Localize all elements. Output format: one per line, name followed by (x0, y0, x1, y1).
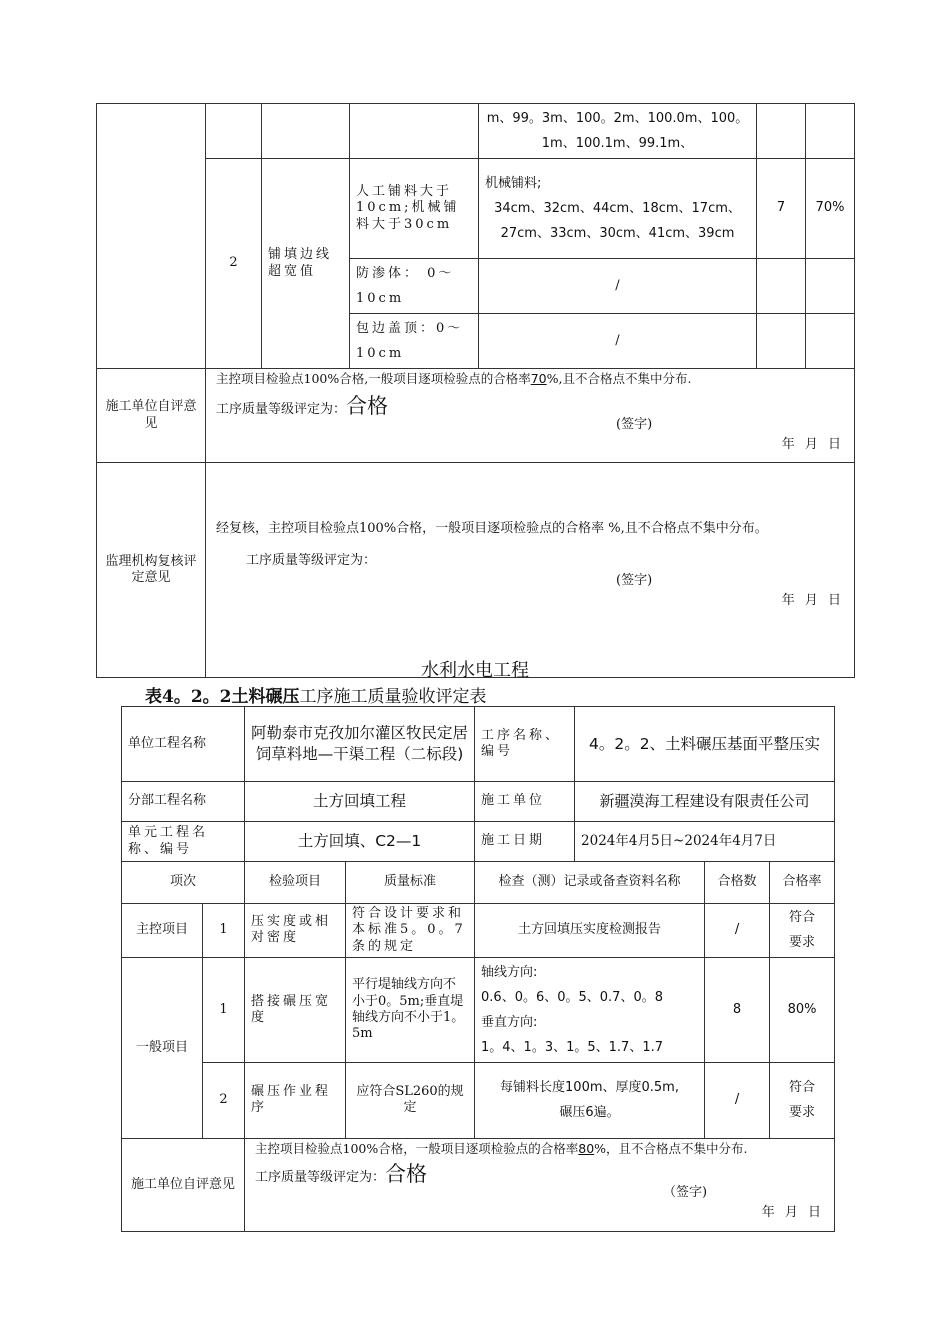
supervisor-eval-label: 监理机构复核评定意见 (97, 463, 206, 678)
self-eval-label: 施工单位自评意见 (122, 1138, 245, 1231)
quality-standard: 平行堤轴线方向不小于0。5m;垂直堤轴线方向不小于1。5m (346, 957, 475, 1062)
blank-cell (757, 314, 806, 369)
document-category: 水利水电工程 (421, 660, 529, 681)
process-label: 工序名称、编号 (475, 707, 575, 782)
pass-count: / (705, 904, 770, 958)
grade-value: 合格 (346, 394, 389, 418)
blank-cell (350, 104, 479, 159)
division-label: 分部工程名称 (122, 782, 245, 822)
blank-cell (806, 259, 855, 314)
inspection-records (479, 159, 757, 259)
pass-rate: 符合要求 (770, 1062, 835, 1138)
grade-value: 合格 (385, 1161, 428, 1186)
compaction-evaluation-table (121, 706, 835, 1232)
self-eval-content (206, 369, 855, 463)
continued-inspection-table (96, 103, 855, 678)
self-eval-line1: 主控项目检验点100%合格，一般项目逐项检验点的合格率80%，且不合格点不集中分布. (255, 1140, 748, 1156)
item-number: 1 (203, 904, 245, 958)
process-value: 4。2。2、土料碾压基面平整压实 (575, 707, 835, 782)
item-name: 碾压作业程序 (245, 1062, 346, 1138)
quality-standard: 应符合SL260的规定 (346, 1062, 475, 1138)
col-header-rate: 合格率 (770, 862, 835, 904)
blank-cell (206, 104, 262, 159)
inspection-records: 土方回填压实度检测报告 (475, 904, 705, 958)
supervisor-eval-line2: 工序质量等级评定为： (246, 553, 377, 568)
col-header-inspection: 检验项目 (245, 862, 346, 904)
inspection-records (475, 1062, 705, 1138)
constructor-label: 施工单位 (475, 782, 575, 822)
pass-rate: 70% (806, 159, 855, 259)
form-title-rest: 工序施工质量验收评定表 (299, 687, 487, 707)
date-field-value: 2024年4月5日~2024年4月7日 (575, 822, 835, 862)
quality-standard: 符合设计要求和本标准5。0。7条的规定 (346, 904, 475, 958)
general-item-category: 一般项目 (122, 957, 203, 1138)
records-line: 轴线方向: (481, 964, 538, 980)
division-value: 土方回填工程 (245, 782, 475, 822)
signature-label: (签字) (616, 573, 653, 588)
col-header-item: 项次 (122, 862, 245, 904)
element-label: 单元工程名称、编号 (122, 822, 245, 862)
pass-count: 8 (705, 957, 770, 1062)
self-eval-line2: 工序质量等级评定为：合格 (255, 1161, 428, 1186)
records-line: 34cm、32cm、44cm、18cm、17cm、 (494, 201, 741, 216)
records-line: 机械铺料; (485, 176, 542, 191)
item-name: 铺填边线超宽值 (262, 159, 350, 369)
records-line: 垂直方向: (481, 1014, 538, 1030)
self-eval-line1: 主控项目检验点100%合格,一般项目逐项检验点的合格率70%,且不合格点不集中分布. (216, 371, 692, 386)
pass-rate-value: 80 (578, 1140, 595, 1156)
item-name: 压实度或相对密度 (245, 904, 346, 958)
pass-rate: 符合要求 (770, 904, 835, 958)
main-item-category: 主控项目 (122, 904, 203, 958)
pass-count: 7 (757, 159, 806, 259)
inspection-records: / (479, 259, 757, 314)
quality-standard: 人工铺料大于10cm;机械铺料大于30cm (350, 159, 479, 259)
blank-cell (757, 259, 806, 314)
form-title-bold: 表4。2。2土料碾压 (145, 687, 300, 707)
date-label: 年 月 日 (761, 1204, 825, 1220)
col-header-standard: 质量标准 (346, 862, 475, 904)
records-line: 碾压6遍。 (559, 1105, 620, 1121)
date-label: 年 月 日 (781, 437, 844, 452)
records-line: 27cm、33cm、30cm、41cm、39cm (500, 226, 735, 241)
item-number: 1 (203, 957, 245, 1062)
unit-project-value: 阿勒泰市克孜加尔灌区牧民定居饲草料地—干渠工程（二标段) (245, 707, 475, 782)
col-header-records: 检查（测）记录或备查资料名称 (475, 862, 705, 904)
signature-label: (签字) (616, 417, 653, 432)
unit-project-label: 单位工程名称 (122, 707, 245, 782)
item-number: 2 (203, 1062, 245, 1138)
form-title (145, 682, 487, 707)
inspection-records: / (479, 314, 757, 369)
records-line: 0.6、0。6、0。5、0.7、0。8 (481, 989, 663, 1005)
supervisor-eval-content (206, 463, 855, 678)
element-value: 土方回填、C2—1 (245, 822, 475, 862)
quality-standard: 包边盖顶：0～10cm (350, 314, 479, 369)
supervisor-eval-line1: 经复核，主控项目检验点100%合格，一般项目逐项检验点的合格率 %,且不合格点不集中分布。 (216, 521, 768, 536)
blank-cell (806, 314, 855, 369)
self-eval-content (245, 1138, 835, 1231)
records-line: 每铺料长度100m、厚度0.5m, (500, 1080, 679, 1096)
inspection-records (475, 957, 705, 1062)
constructor-value: 新疆漠海工程建设有限责任公司 (575, 782, 835, 822)
signature-label: （签字) (663, 1184, 708, 1200)
blank-cell (262, 104, 350, 159)
self-eval-label: 施工单位自评意见 (97, 369, 206, 463)
blank-cell (757, 104, 806, 159)
blank-cell (806, 104, 855, 159)
col-header-count: 合格数 (705, 862, 770, 904)
pass-rate-value: 70 (530, 371, 547, 386)
pass-count: / (705, 1062, 770, 1138)
self-eval-line2: 工序质量等级评定为：合格 (216, 394, 389, 418)
blank-category-cell (97, 104, 206, 369)
quality-standard: 防渗体： 0～10cm (350, 259, 479, 314)
inspection-records: m、99。3m、100。2m、100.0m、100。1m、100.1m、99.1m、 (479, 104, 757, 159)
records-line: 1。4、1。3、1。5、1.7、1.7 (481, 1039, 663, 1055)
pass-rate: 80% (770, 957, 835, 1062)
date-field-label: 施工日期 (475, 822, 575, 862)
item-name: 搭接碾压宽度 (245, 957, 346, 1062)
item-number: 2 (206, 159, 262, 369)
date-label: 年 月 日 (781, 593, 844, 608)
